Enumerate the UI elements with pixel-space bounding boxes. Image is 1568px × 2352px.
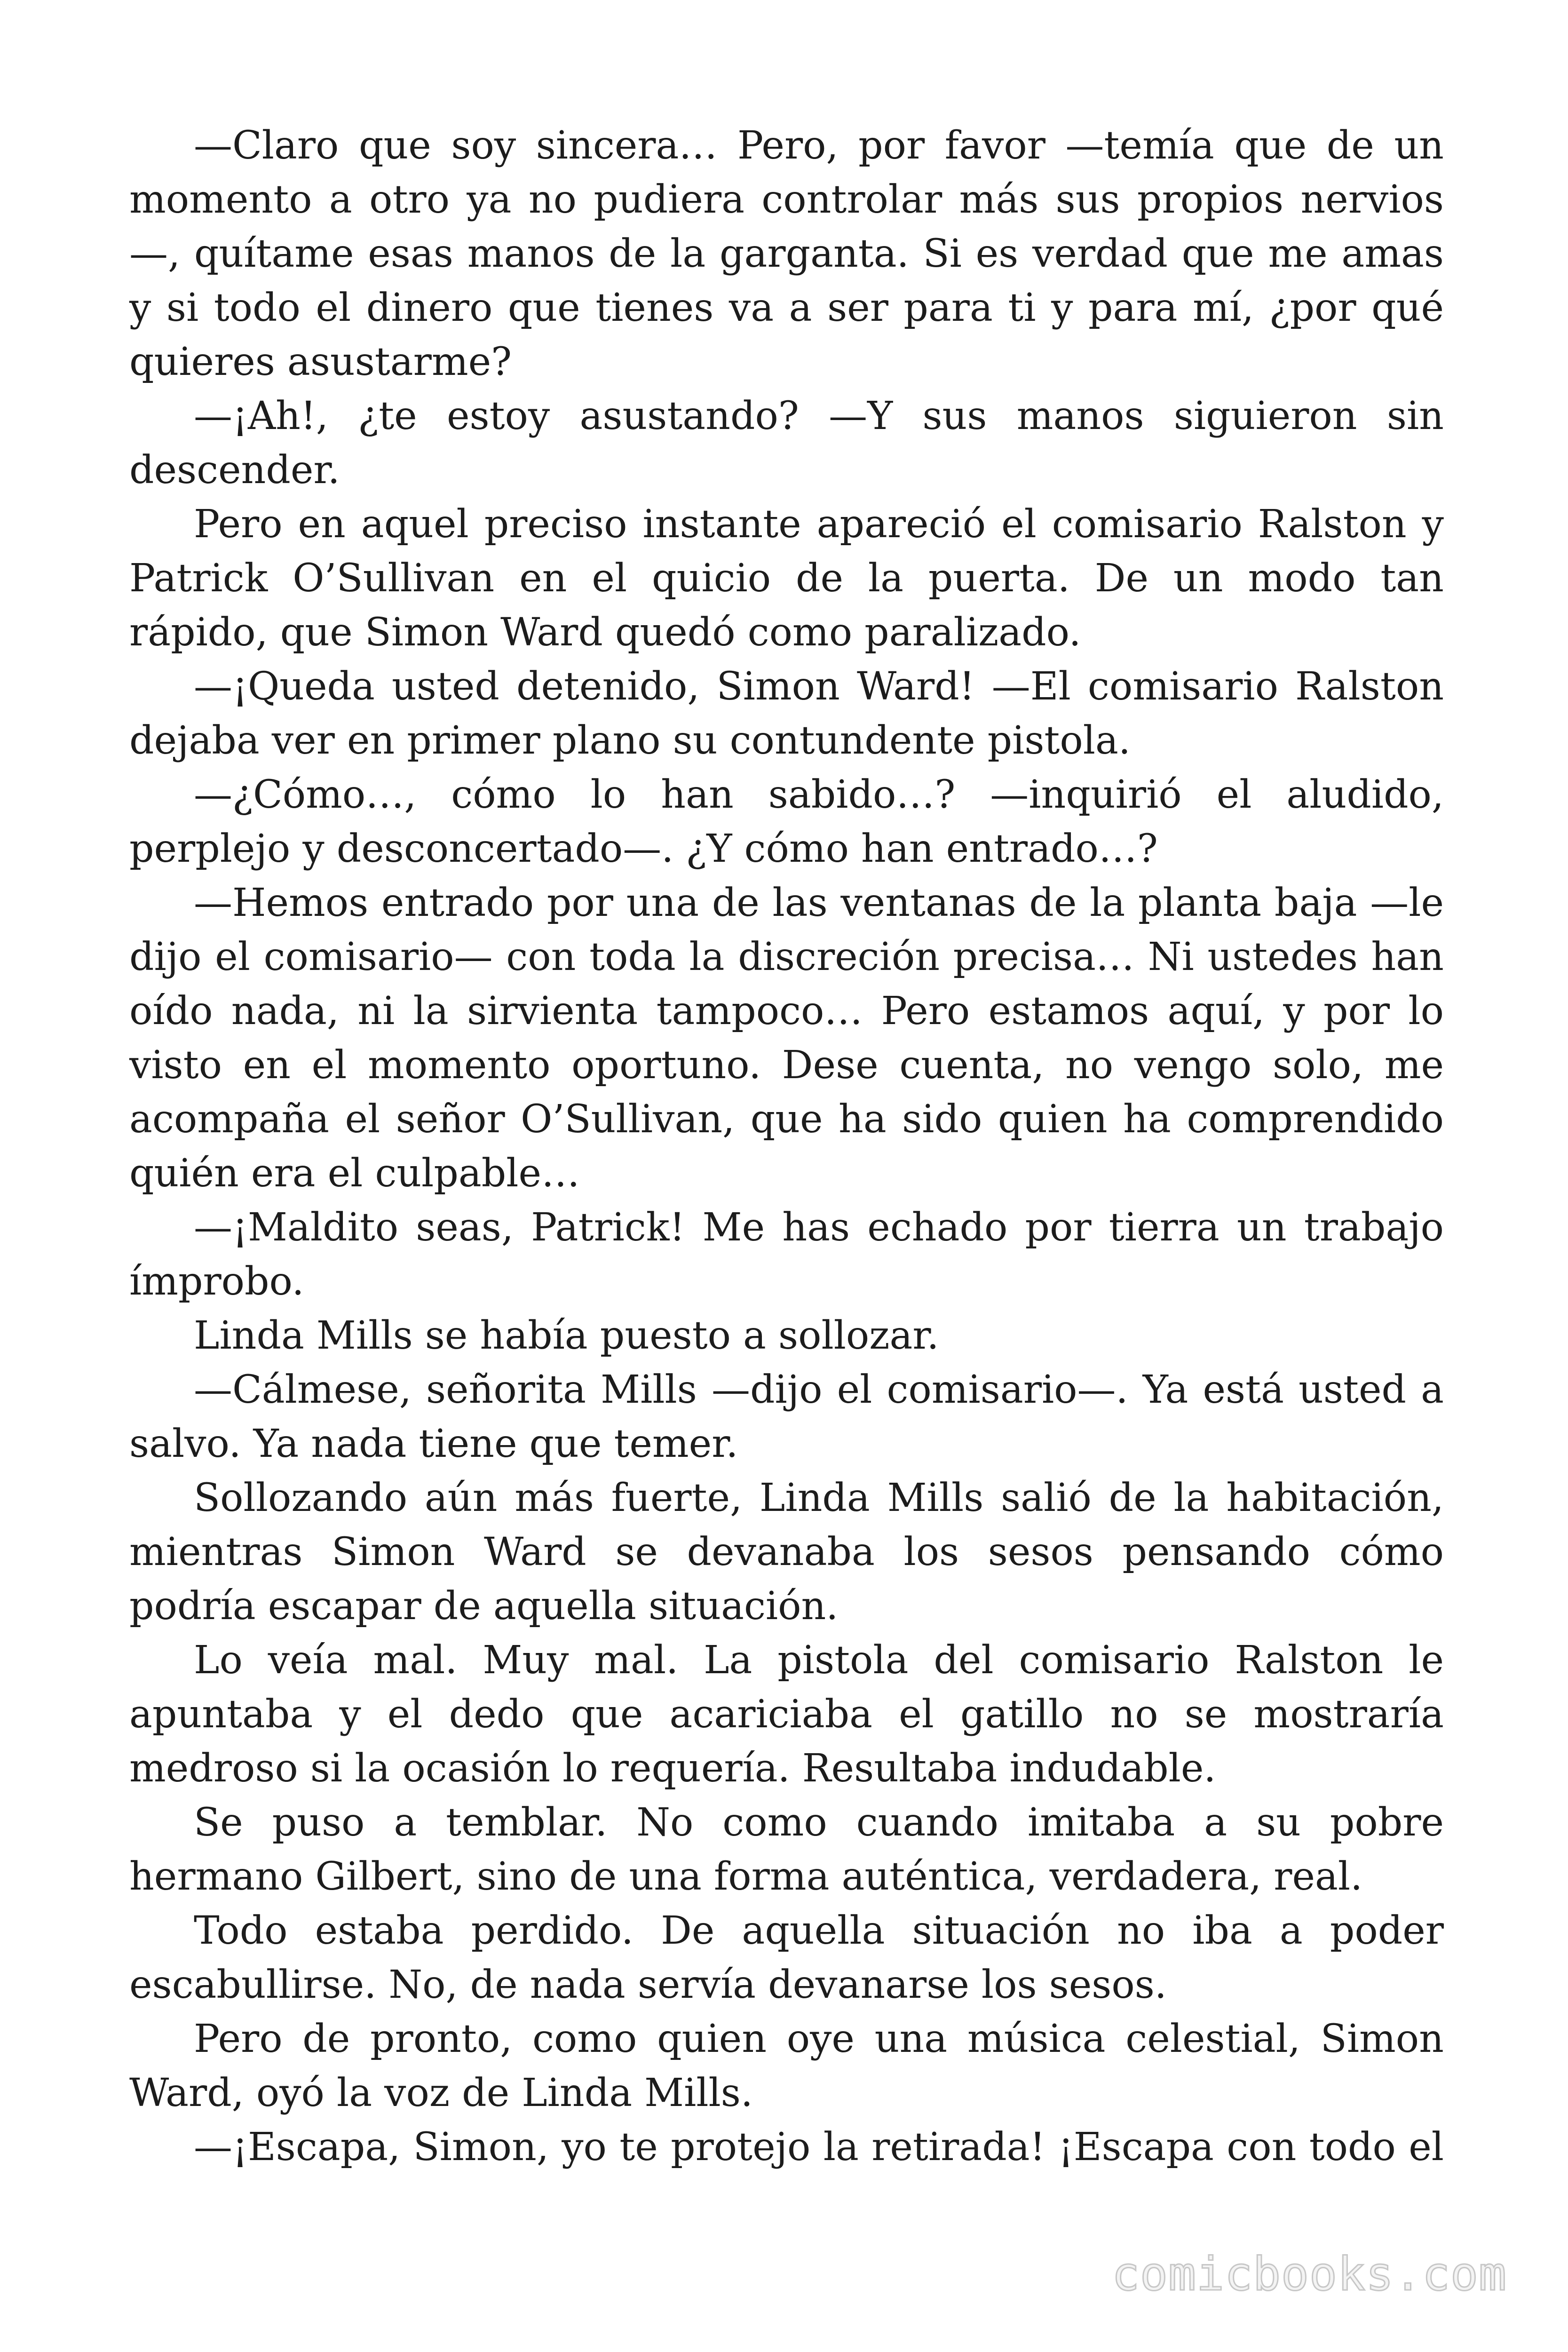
paragraph-15: —¡Escapa, Simon, yo te protejo la retirada! ¡Escapa con todo el [194, 2125, 1444, 2169]
paragraph-6: —Hemos entrado por una de las ventanas de la planta baja —le dijo el comisario— con toda la discreción precisa… Ni ustedes han oído nada, ni la sirvienta tampoco… Pero estamos aquí, y por lo visto en el momento oportuno. Dese cuenta, no vengo solo, me acompaña el señor O’Sullivan, que ha sido quien ha comprendido quién era el culpable… [129, 881, 1444, 1196]
paragraph-9: —Cálmese, señorita Mills —dijo el comisario—. Ya está usted a salvo. Ya nada tiene que temer. [129, 1367, 1444, 1466]
paragraph-3: Pero en aquel preciso instante apareció el comisario Ralston y Patrick O’Sullivan en el quicio de la puerta. De un modo tan rápido, que Simon Ward quedó como paralizado. [129, 502, 1444, 655]
paragraph-7: —¡Maldito seas, Patrick! Me has echado por tierra un trabajo ímprobo. [129, 1205, 1444, 1304]
body-text [129, 119, 1444, 2174]
paragraph-2: —¡Ah!, ¿te estoy asustando? —Y sus manos siguieron sin descender. [129, 394, 1444, 493]
paragraph-14: Pero de pronto, como quien oye una música celestial, Simon Ward, oyó la voz de Linda Mills. [129, 2017, 1444, 2115]
paragraph-4: —¡Queda usted detenido, Simon Ward! —El comisario Ralston dejaba ver en primer plano su contundente pistola. [129, 664, 1444, 763]
paragraph-8: Linda Mills se había puesto a sollozar. [194, 1313, 939, 1358]
paragraph-11: Lo veía mal. Muy mal. La pistola del comisario Ralston le apuntaba y el dedo que acariciaba el gatillo no se mostraría medroso si la ocasión lo requería. Resultaba indudable. [129, 1638, 1444, 1791]
paragraph-5: —¿Cómo…, cómo lo han sabido…? —inquirió el aludido, perplejo y desconcertado—. ¿Y cómo han entrado…? [129, 772, 1444, 871]
watermark-text: comicbooks.com [1111, 2248, 1507, 2301]
paragraph-13: Todo estaba perdido. De aquella situación no iba a poder escabullirse. No, de nada servía devanarse los sesos. [129, 1908, 1444, 2007]
paragraph-1: —Claro que soy sincera… Pero, por favor —temía que de un momento a otro ya no pudiera controlar más sus propios nervios—, quítame esas manos de la garganta. Si es verdad que me amas y si todo el dinero que tienes va a ser para ti y para mí, ¿por qué quieres asustarme? [129, 123, 1444, 384]
paragraph-10: Sollozando aún más fuerte, Linda Mills salió de la habitación, mientras Simon Ward se devanaba los sesos pensando cómo podría escapar de aquella situación. [129, 1476, 1444, 1629]
paragraph-12: Se puso a temblar. No como cuando imitaba a su pobre hermano Gilbert, sino de una forma auténtica, verdadera, real. [129, 1800, 1444, 1899]
